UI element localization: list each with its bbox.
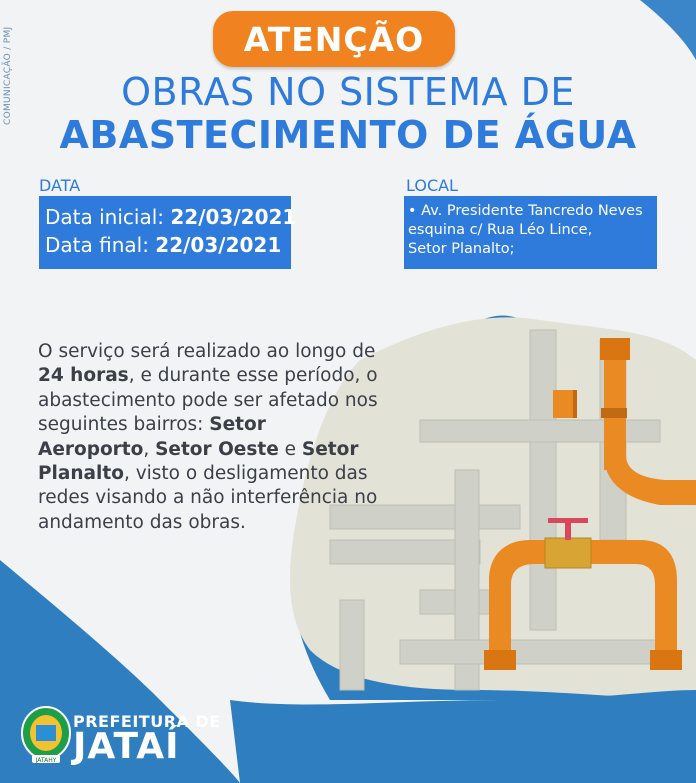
end-date: 22/03/2021 [155, 233, 282, 257]
local-line-2: esquina c/ Rua Léo Lince, [408, 222, 593, 238]
start-label: Data inicial: [45, 205, 171, 229]
start-date: 22/03/2021 [170, 205, 297, 229]
brand-line-1: PREFEITURA DE [73, 712, 221, 731]
local-box [404, 196, 657, 269]
attention-badge: ATENÇÃO [213, 11, 455, 67]
local-line-3: Setor Planalto; [408, 241, 515, 257]
title-line-1: OBRAS NO SISTEMA DE [121, 70, 575, 114]
credit-text: COMUNICAÇÃO / PMJ [3, 26, 13, 125]
neighborhood-3: Setor Planalto [38, 438, 359, 485]
duration: 24 horas [38, 365, 129, 387]
end-label: Data final: [45, 233, 156, 257]
data-label: DATA [39, 176, 81, 195]
body-text: O serviço será realizado ao longo de 24 horas, e durante esse período, o abastecimento pode ser afetado nos seguintes bairros: Setor Aeroporto, Setor Oeste e Setor Planalto, visto o desligamento das redes visando a não interferência no andamento das obras. [38, 341, 378, 533]
svg-text:JATAHY: JATAHY [35, 757, 57, 764]
neighborhood-2: Setor Oeste [155, 438, 279, 460]
brand-line-2: JATAÍ [73, 726, 180, 767]
neighborhood-1: Setor Aeroporto [38, 414, 266, 460]
date-box [39, 196, 297, 269]
city-seal-icon [20, 705, 72, 767]
title-line-2: ABASTECIMENTO DE ÁGUA [59, 113, 637, 157]
local-line-1: • Av. Presidente Tancredo Neves [408, 203, 643, 219]
local-label: LOCAL [406, 176, 458, 195]
